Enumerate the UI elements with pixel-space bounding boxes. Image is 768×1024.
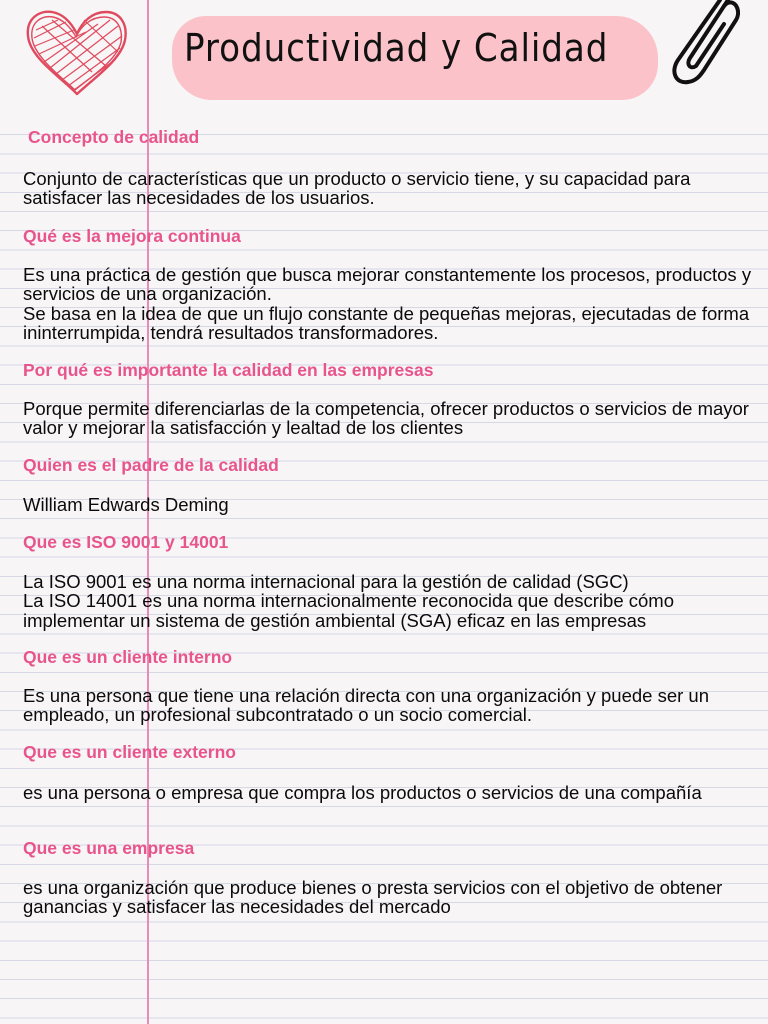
answer-text xyxy=(23,878,753,917)
question-heading: Que es un cliente externo xyxy=(23,742,236,762)
answer-line: Se basa en la idea de que un flujo constante de pequeñas mejoras, ejecutadas de forma ininterrumpida, tendrá resultados transformadores. xyxy=(23,302,750,343)
question-heading: Quien es el padre de la calidad xyxy=(23,455,279,475)
question-heading: Qué es la mejora continua xyxy=(23,226,241,246)
answer-text xyxy=(23,686,753,725)
question-heading: Que es una empresa xyxy=(23,838,195,858)
answer-text xyxy=(23,399,753,438)
answer-text xyxy=(23,265,753,342)
question-heading: Que es ISO 9001 y 14001 xyxy=(23,532,229,552)
question-heading: Que es un cliente interno xyxy=(23,647,233,667)
answer-line: Porque permite diferenciarlas de la competencia, ofrecer productos o servicios de mayor valor y mejorar la satisfacción y lealtad de los clientes xyxy=(23,398,749,439)
answer-line: William Edwards Deming xyxy=(23,494,229,515)
answer-line: La ISO 14001 es una norma internacionalmente reconocida que describe cómo implementar un sistema de gestión ambiental (SGA) eficaz en las empresas xyxy=(23,590,674,631)
answer-line: Conjunto de características que un producto o servicio tiene, y su capacidad para satisfacer las necesidades de los usuarios. xyxy=(23,168,691,209)
answer-line: La ISO 9001 es una norma internacional para la gestión de calidad (SGC) xyxy=(23,571,629,592)
answer-line: es una persona o empresa que compra los productos o servicios de una compañía xyxy=(23,782,702,803)
question-heading: Concepto de calidad xyxy=(28,127,200,147)
answer-line: es una organización que produce bienes o presta servicios con el objetivo de obtener ganancias y satisfacer las necesidades del mercado xyxy=(23,877,723,918)
question-heading: Por qué es importante la calidad en las empresas xyxy=(23,360,434,380)
answer-text xyxy=(23,783,753,802)
answer-text xyxy=(23,572,753,630)
paperclip-icon xyxy=(668,0,740,86)
heart-icon xyxy=(22,6,132,98)
answer-text xyxy=(23,169,753,208)
answer-line: Es una práctica de gestión que busca mejorar constantemente los procesos, productos y servicios de una organización. xyxy=(23,264,752,305)
section-concepto xyxy=(28,127,199,148)
answer-line: Es una persona que tiene una relación directa con una organización y puede ser un empleado, un profesional subcontratado o un socio comercial. xyxy=(23,685,709,726)
page-title: Productividad y Calidad xyxy=(184,26,609,70)
answer-text xyxy=(23,495,753,514)
